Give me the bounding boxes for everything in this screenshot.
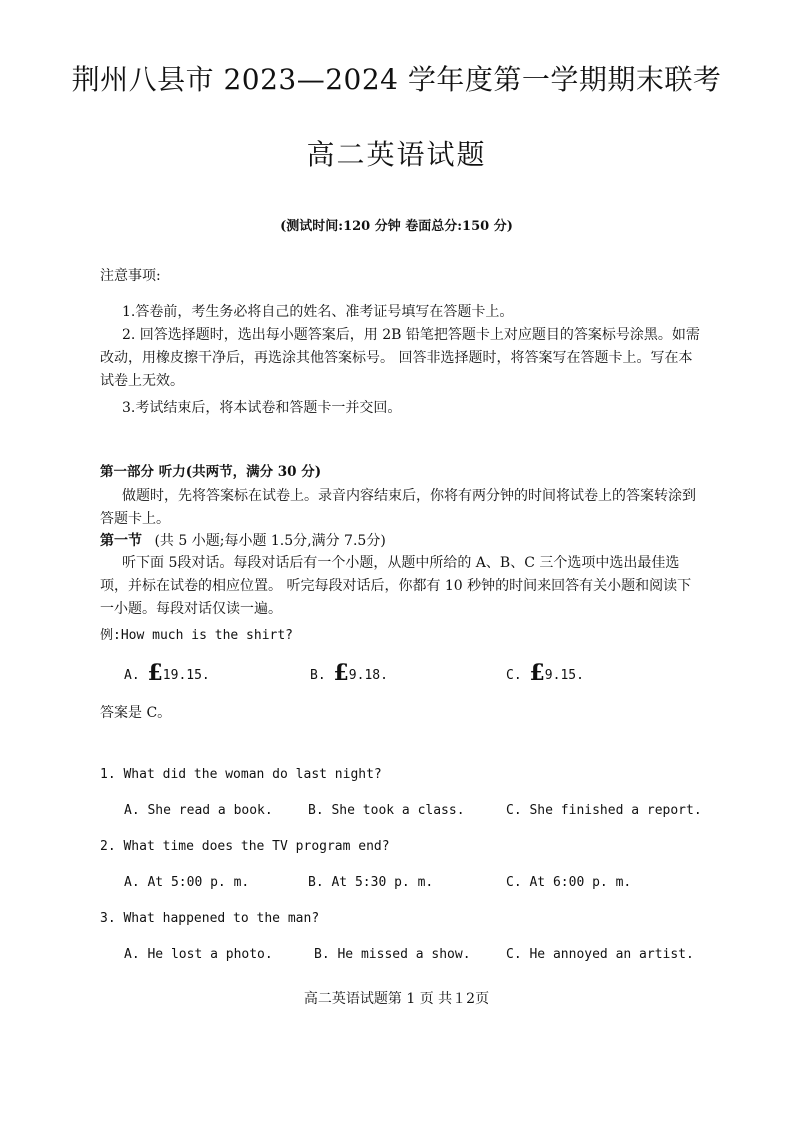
question-3: 3. What happened to the man? [100, 911, 320, 926]
example-option-c [506, 660, 584, 686]
option-amount: 9.15. [544, 668, 584, 683]
option-amount: 9.18. [348, 668, 388, 683]
notice-heading: 注意事项: [100, 268, 161, 284]
example-option-a [124, 660, 210, 686]
part1-intro: 做题时，先将答案标在试卷上。录音内容结束后，你将有两分钟的时间将试卷上的答案转涂到答题卡上。 [100, 488, 696, 527]
exam-meta: (测试时间:120 分钟 卷面总分:150 分) [280, 219, 513, 234]
section1-note: (共 5 小题;每小题 1.5分,满分 7.5分) [154, 533, 386, 549]
section1-heading: 第一节 [100, 533, 142, 549]
page-footer: 高二英语试题第 1 页 共１2页 [303, 991, 490, 1007]
notice-item-1: 1.答卷前，考生务必将自己的姓名、准考证号填写在答题卡上。 [122, 304, 514, 320]
option-letter: C. [506, 668, 522, 683]
question-3-option-c: C. He annoyed an artist. [506, 947, 694, 962]
example-option-b [310, 660, 388, 686]
example-question: 例:How much is the shirt? [100, 628, 294, 643]
example-answer: 答案是 C。 [100, 705, 172, 721]
pound-symbol: £ [529, 660, 545, 686]
question-2: 2. What time does the TV program end? [100, 839, 390, 854]
question-1-option-b: B. She took a class. [308, 803, 465, 818]
pound-symbol: £ [147, 660, 163, 686]
question-1-option-a: A. She read a book. [124, 803, 273, 818]
option-letter: A. [124, 668, 140, 683]
question-2-option-b: B. At 5:30 p. m. [308, 875, 434, 890]
notice-item-2: 2. 回答选择题时，选出每小题答案后，用 2B 铅笔把答题卡上对应题目的答案标号涂黑。如需改动，用橡皮擦干净后，再选涂其他答案标号。 回答非选择题时，将答案写在答题卡上。写在本试卷上无效。 [100, 327, 700, 389]
exam-title: 荆州八县市 2023—2024 学年度第一学期期末联考 [71, 63, 722, 96]
question-3-option-a: A. He lost a photo. [124, 947, 273, 962]
pound-symbol: £ [333, 660, 349, 686]
option-amount: 19.15. [162, 668, 210, 683]
question-2-option-a: A. At 5:00 p. m. [124, 875, 250, 890]
question-1: 1. What did the woman do last night? [100, 767, 382, 782]
option-letter: B. [310, 668, 326, 683]
question-2-option-c: C. At 6:00 p. m. [506, 875, 632, 890]
question-1-option-c: C. She finished a report. [506, 803, 702, 818]
section1-title [100, 530, 386, 553]
part1-heading: 第一部分 听力(共两节，满分 30 分) [100, 464, 322, 480]
question-3-option-b: B. He missed a show. [314, 947, 471, 962]
section1-intro: 听下面 5段对话。每段对话后有一个小题，从题中所给的 A、B、C 三个选项中选出最佳选项，并标在试卷的相应位置。 听完每段对话后，你都有 10 秒钟的时间来回答有关小题和阅读下一小题。每段对话仅读一遍。 [100, 555, 692, 617]
exam-subtitle: 高二英语试题 [306, 138, 487, 171]
notice-item-3: 3.考试结束后，将本试卷和答题卡一并交回。 [122, 400, 402, 416]
